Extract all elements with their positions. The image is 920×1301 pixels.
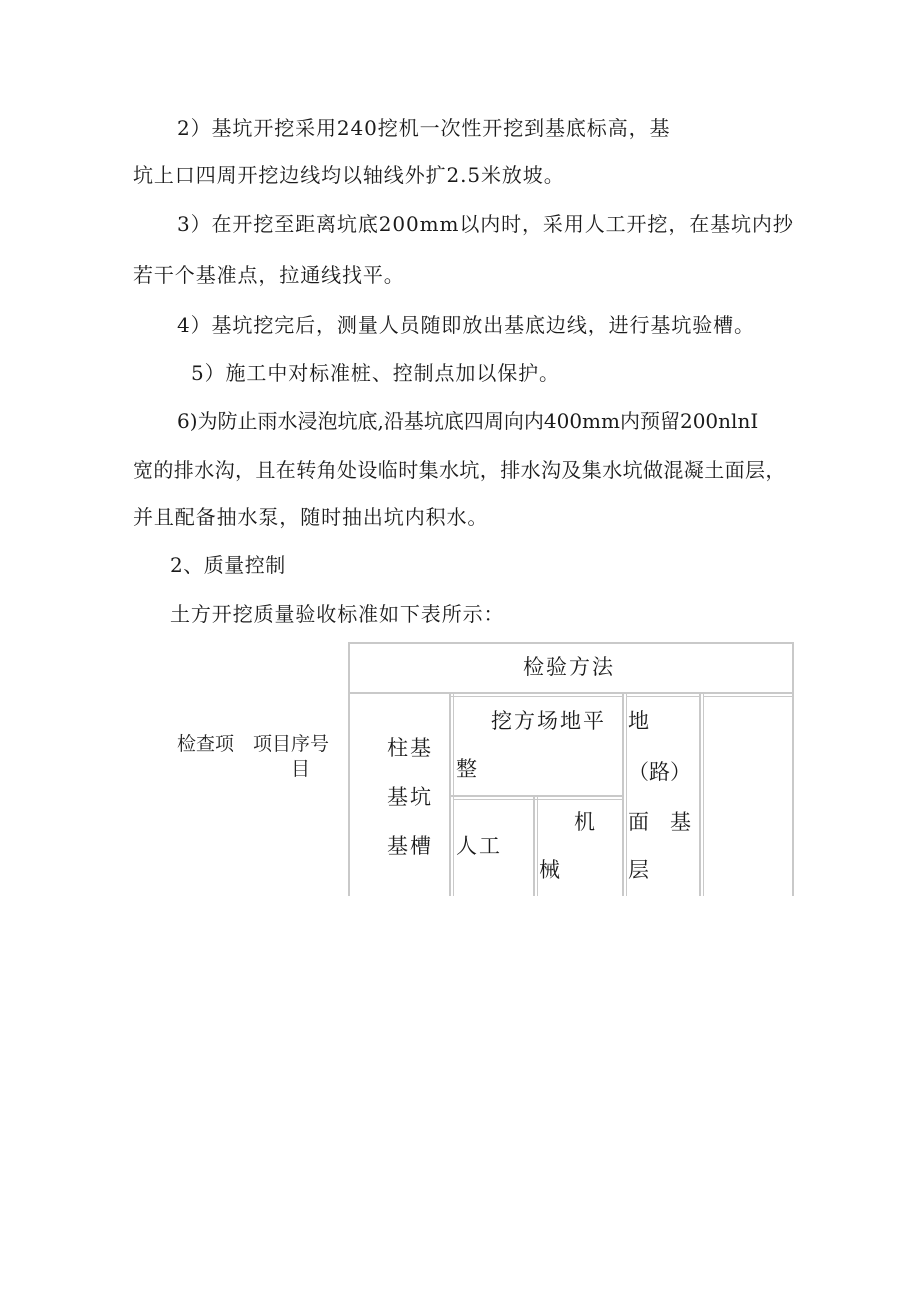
paragraph-3-line-2: 若干个基准点，拉通线找平。 bbox=[133, 263, 405, 287]
pit-line-3: 基槽 bbox=[387, 834, 433, 858]
grid-right-header bbox=[792, 642, 794, 694]
grid-right bbox=[792, 694, 794, 896]
grid-last-left bbox=[703, 694, 704, 896]
grid-manual-right bbox=[533, 797, 535, 896]
grid-last-top bbox=[703, 696, 794, 697]
machine-line-1: 机 bbox=[574, 810, 597, 834]
paragraph-6-line-1: 6)为防止雨水浸泡坑底,沿基坑底四周向内400mm内预留200nlnI bbox=[177, 409, 759, 433]
paragraph-3-line-1: 3）在开挖至距离坑底200mm以内时，采用人工开挖，在基坑内抄 bbox=[177, 212, 794, 236]
grid-machine-left bbox=[537, 797, 538, 896]
grid-road-top bbox=[626, 696, 700, 697]
paragraph-6-line-3: 并且配备抽水泵，随时抽出坑内积水。 bbox=[133, 505, 489, 529]
grid-road-left bbox=[626, 694, 627, 896]
manual-label: 人工 bbox=[456, 834, 502, 858]
road-line-2: （路） bbox=[628, 760, 691, 784]
road-line-1: 地 bbox=[628, 709, 651, 733]
paragraph-5: 5）施工中对标准桩、控制点加以保护。 bbox=[191, 361, 560, 385]
grid-manual-top bbox=[453, 799, 623, 800]
grid-left bbox=[348, 642, 350, 896]
check-item-label: 检查项 bbox=[177, 733, 235, 755]
header-inspection-method: 检验方法 bbox=[523, 655, 615, 679]
item-number-label-wrap: 目 bbox=[291, 758, 311, 780]
paragraph-4: 4）基坑挖完后，测量人员随即放出基底边线，进行基坑验槽。 bbox=[177, 313, 755, 337]
section-heading-quality-control: 2、质量控制 bbox=[170, 553, 286, 577]
machine-line-2: 械 bbox=[539, 858, 562, 882]
pit-line-2: 基坑 bbox=[387, 785, 433, 809]
paragraph-2-line-2: 坑上口四周开挖边线均以轴线外扩2.5米放坡。 bbox=[133, 163, 565, 187]
road-line-4: 层 bbox=[628, 858, 651, 882]
pit-line-1: 柱基 bbox=[387, 736, 433, 760]
grid-top bbox=[348, 642, 794, 644]
table-intro: 土方开挖质量验收标准如下表所示： bbox=[170, 602, 505, 626]
site-leveling-line-2: 整 bbox=[456, 757, 479, 781]
grid-site-right bbox=[622, 694, 624, 896]
road-line-3: 面 基 bbox=[628, 810, 691, 834]
item-number-label: 项目序号 bbox=[253, 733, 330, 755]
site-leveling-line-1: 挖方场地平 bbox=[491, 709, 606, 733]
grid-site-top bbox=[451, 696, 623, 697]
paragraph-6-line-2: 宽的排水沟，且在转角处设临时集水坑，排水沟及集水坑做混凝土面层， bbox=[133, 458, 786, 482]
grid-road-right bbox=[699, 694, 701, 896]
paragraph-2-line-1: 2）基坑开挖采用240挖机一次性开挖到基底标高，基 bbox=[177, 116, 671, 140]
grid-header-bottom bbox=[348, 692, 794, 694]
